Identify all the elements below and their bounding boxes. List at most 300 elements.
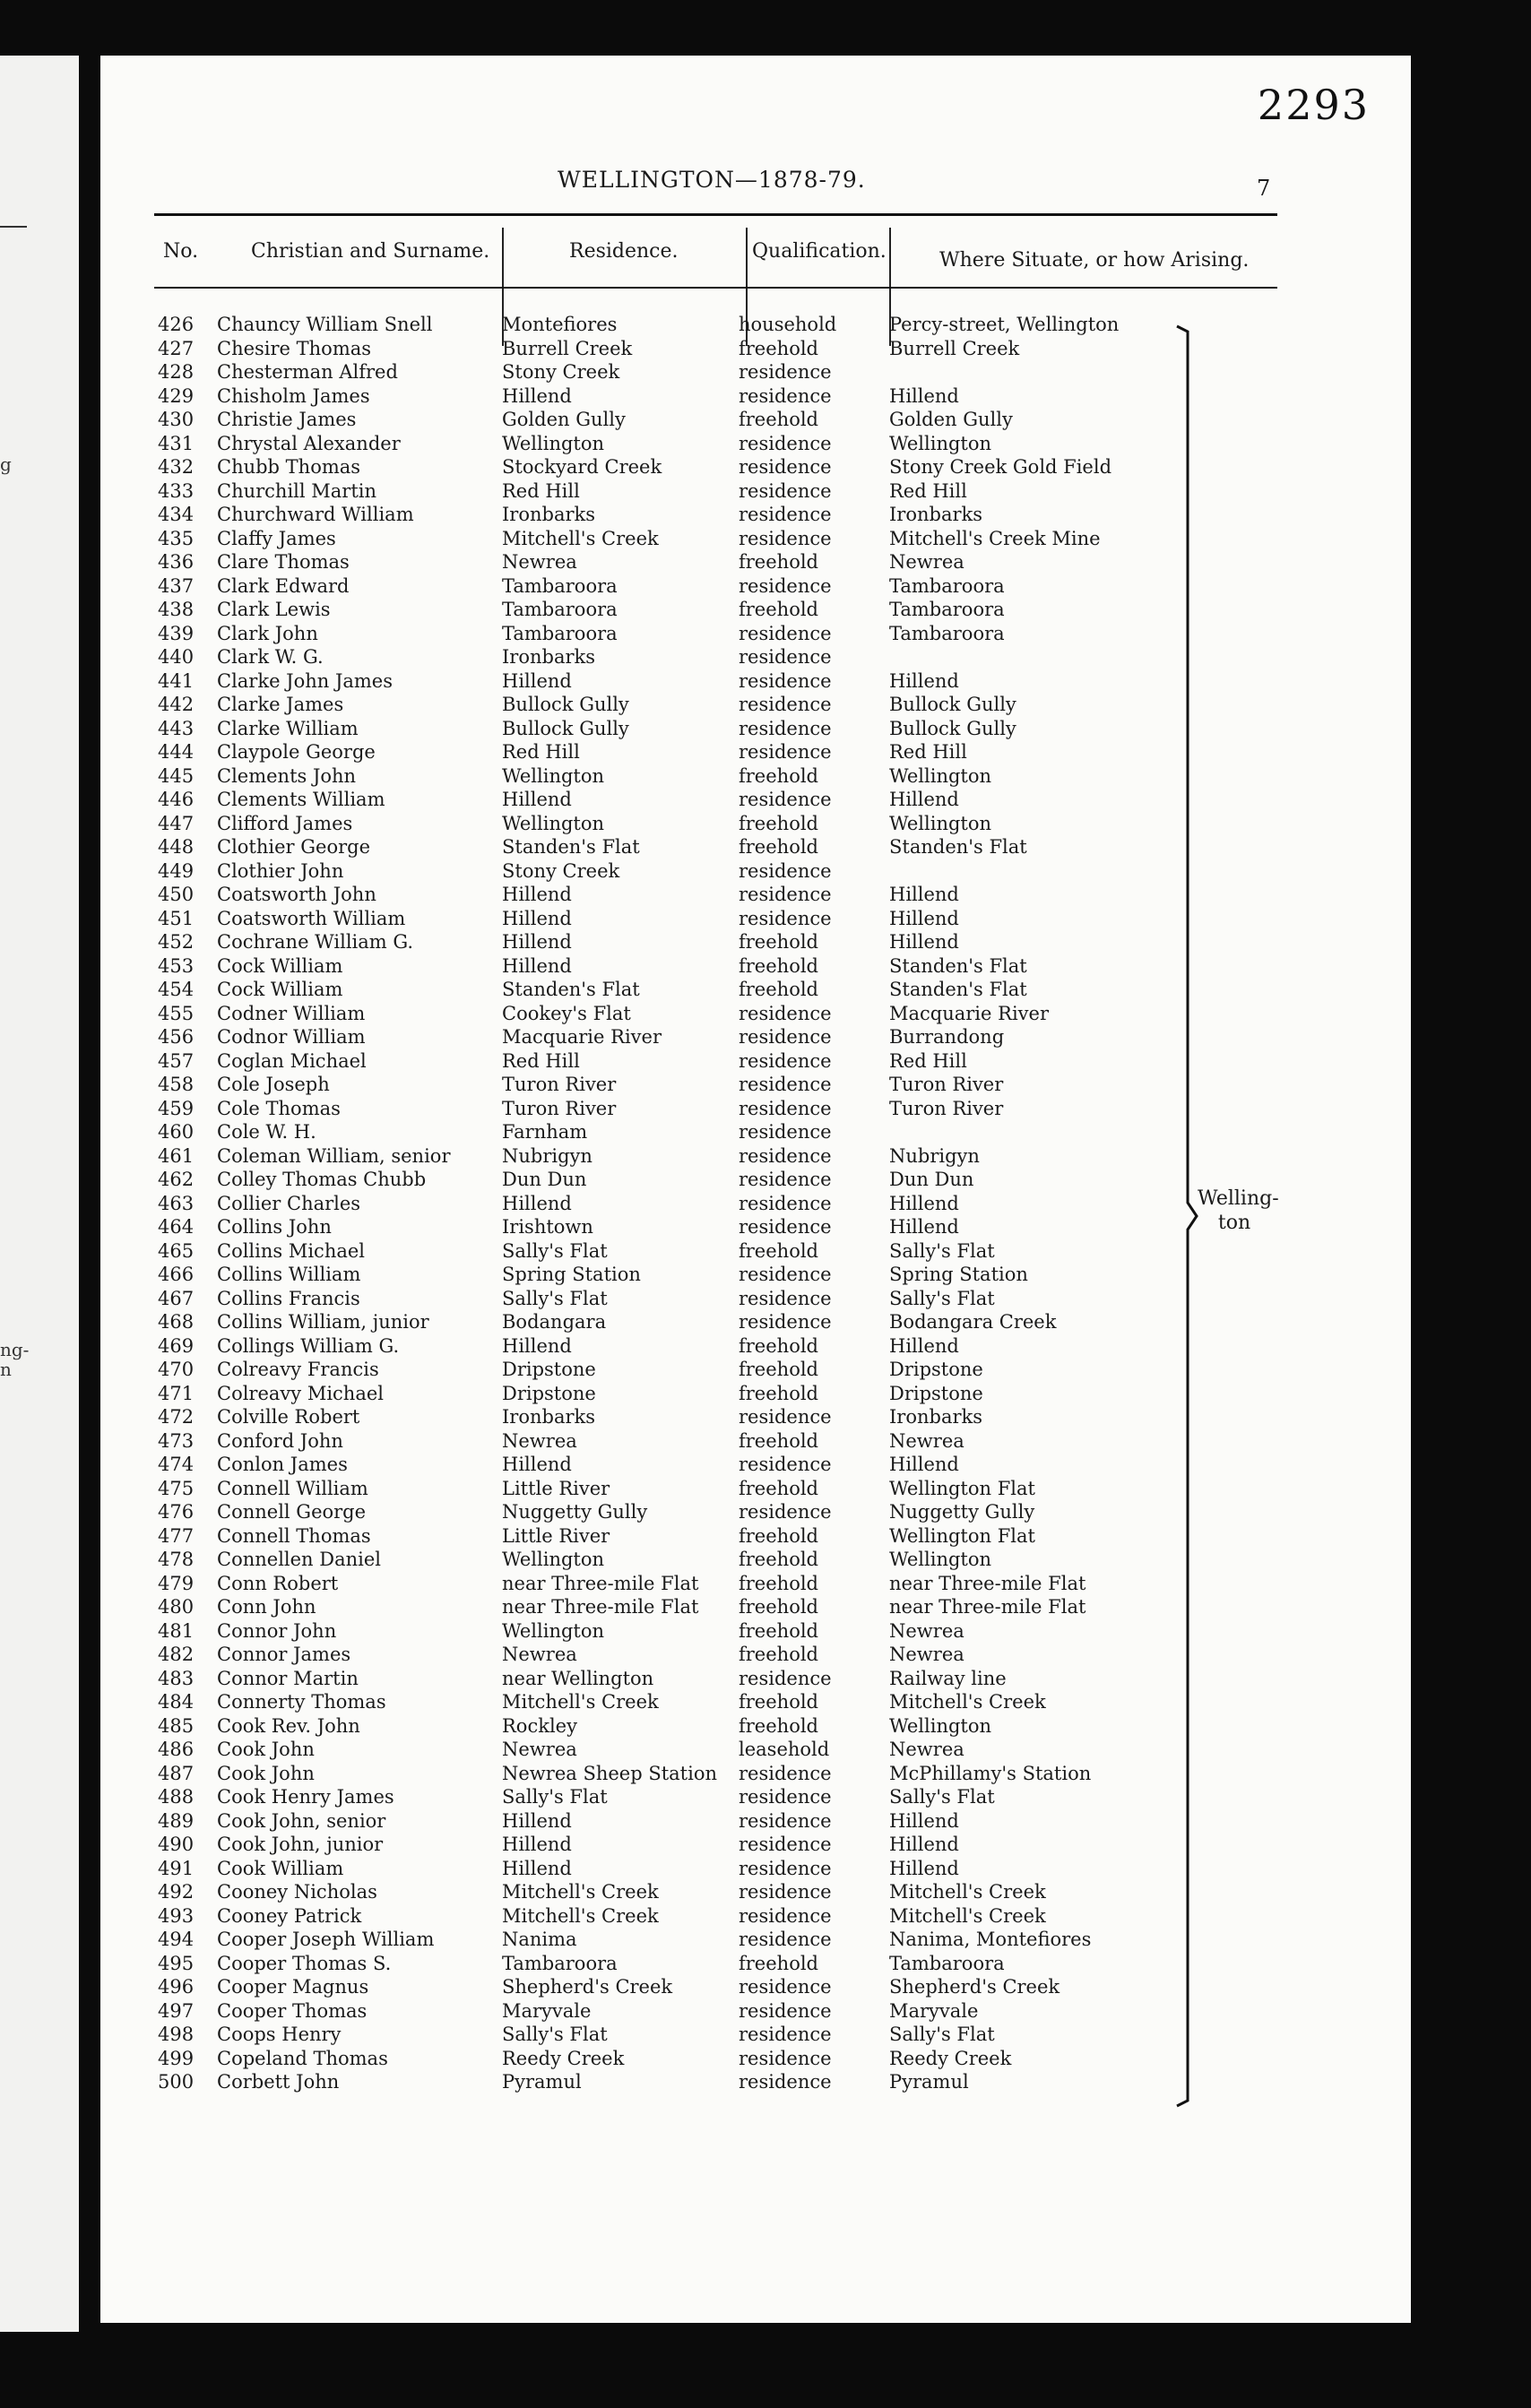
table-row xyxy=(100,1025,1411,1049)
elector-name: Collings William G. xyxy=(217,1334,400,1357)
elector-name: Coops Henry xyxy=(217,2024,342,2045)
elector-name: Connor Martin xyxy=(217,1667,359,1689)
elector-name: Churchill Martin xyxy=(217,479,377,502)
elector-name: Connellen Daniel xyxy=(217,1549,381,1570)
elector-residence: Turon River xyxy=(502,1097,617,1119)
elector-qualification: residence xyxy=(739,1287,832,1309)
property-location: Nuggetty Gully xyxy=(889,1501,1035,1523)
property-location: Hillend xyxy=(889,884,959,905)
elector-qualification: freehold xyxy=(739,812,818,834)
elector-number: 434 xyxy=(158,504,195,525)
elector-name: Cook William xyxy=(217,1857,344,1879)
elector-name: Collins John xyxy=(217,1216,332,1238)
elector-residence: Mitchell's Creek xyxy=(502,1691,659,1713)
table-row xyxy=(100,622,1411,646)
property-location: Hillend xyxy=(889,384,959,407)
elector-number: 432 xyxy=(158,456,195,478)
table-row xyxy=(100,1999,1411,2024)
elector-name: Cock William xyxy=(217,954,343,977)
elector-residence: Hillend xyxy=(502,789,572,810)
elector-residence: Hillend xyxy=(502,384,572,407)
property-location: Hillend xyxy=(889,1216,959,1238)
elector-number: 491 xyxy=(158,1857,195,1879)
elector-residence: Burrell Creek xyxy=(502,337,633,359)
property-location: Hillend xyxy=(889,1857,959,1879)
elector-residence: Hillend xyxy=(502,907,572,929)
table-row xyxy=(100,835,1411,859)
elector-residence: near Three-mile Flat xyxy=(502,1572,699,1594)
property-location: Red Hill xyxy=(889,741,967,763)
table-row xyxy=(100,1453,1411,1477)
elector-number: 452 xyxy=(158,931,195,953)
table-row xyxy=(100,883,1411,907)
property-location: Sally's Flat xyxy=(889,2024,995,2045)
elector-name: Collins William, junior xyxy=(217,1311,429,1333)
elector-qualification: residence xyxy=(739,1264,832,1285)
elector-qualification: freehold xyxy=(739,1691,818,1713)
column-header-qualification: Qualification. xyxy=(752,240,887,263)
elector-qualification: residence xyxy=(739,907,832,929)
elector-qualification: residence xyxy=(739,1026,832,1048)
elector-number: 429 xyxy=(158,384,195,407)
elector-qualification: residence xyxy=(739,361,832,383)
elector-name: Colreavy Francis xyxy=(217,1359,379,1380)
elector-name: Connell George xyxy=(217,1501,367,1523)
elector-qualification: freehold xyxy=(739,931,818,953)
elector-residence: Irishtown xyxy=(502,1216,593,1238)
elector-residence: Tambaroora xyxy=(502,574,618,597)
elector-name: Chauncy William Snell xyxy=(217,314,433,335)
property-location: Hillend xyxy=(889,1809,959,1832)
elector-residence: Newrea Sheep Station xyxy=(502,1762,717,1784)
elector-qualification: residence xyxy=(739,717,832,739)
table-row xyxy=(100,1334,1411,1359)
table-row xyxy=(100,645,1411,669)
elector-qualification: residence xyxy=(739,1216,832,1238)
elector-name: Cock William xyxy=(217,979,343,1000)
elector-name: Cook Henry James xyxy=(217,1786,394,1808)
elector-name: Christie James xyxy=(217,409,357,430)
elector-qualification: residence xyxy=(739,789,832,810)
elector-qualification: freehold xyxy=(739,954,818,977)
elector-qualification: freehold xyxy=(739,1429,818,1452)
elector-number: 442 xyxy=(158,694,195,715)
elector-residence: Dripstone xyxy=(502,1382,596,1404)
elector-residence: Farnham xyxy=(502,1121,588,1143)
property-location: Red Hill xyxy=(889,479,967,502)
elector-name: Cooney Patrick xyxy=(217,1904,362,1927)
table-row xyxy=(100,574,1411,599)
elector-qualification: residence xyxy=(739,2071,832,2093)
elector-number: 484 xyxy=(158,1691,195,1713)
property-location: Stony Creek Gold Field xyxy=(889,456,1112,478)
column-header-no: No. xyxy=(163,240,199,263)
facing-page-rule xyxy=(0,226,27,228)
elector-number: 454 xyxy=(158,979,195,1000)
elector-number: 438 xyxy=(158,599,195,620)
elector-name: Connor John xyxy=(217,1619,337,1642)
elector-name: Connor James xyxy=(217,1644,351,1665)
elector-number: 480 xyxy=(158,1596,195,1618)
elector-number: 426 xyxy=(158,314,195,335)
table-row xyxy=(100,2070,1411,2094)
elector-number: 431 xyxy=(158,432,195,454)
elector-residence: Stony Creek xyxy=(502,361,620,383)
elector-number: 477 xyxy=(158,1524,195,1547)
register-page xyxy=(100,56,1411,2323)
elector-residence: Sally's Flat xyxy=(502,2024,608,2045)
elector-number: 464 xyxy=(158,1216,195,1238)
elector-qualification: freehold xyxy=(739,764,818,787)
elector-residence: Mitchell's Creek xyxy=(502,1904,659,1927)
elector-number: 457 xyxy=(158,1049,195,1072)
elector-residence: Hillend xyxy=(502,1454,572,1475)
elector-residence: Little River xyxy=(502,1524,610,1547)
table-row xyxy=(100,1049,1411,1074)
elector-residence: Hillend xyxy=(502,1334,572,1357)
elector-qualification: residence xyxy=(739,1762,832,1784)
elector-number: 482 xyxy=(158,1644,195,1665)
elector-residence: Dun Dun xyxy=(502,1169,587,1190)
property-location: Hillend xyxy=(889,1334,959,1357)
property-location: Shepherd's Creek xyxy=(889,1976,1060,1998)
table-row xyxy=(100,1880,1411,1904)
elector-name: Connerty Thomas xyxy=(217,1691,386,1713)
table-row xyxy=(100,1477,1411,1501)
elector-residence: Red Hill xyxy=(502,741,580,763)
table-row xyxy=(100,313,1411,337)
elector-number: 471 xyxy=(158,1382,195,1404)
elector-residence: Wellington xyxy=(502,764,605,787)
elector-name: Cook Rev. John xyxy=(217,1714,360,1737)
property-location: Tambaroora xyxy=(889,1952,1005,1974)
elector-name: Coglan Michael xyxy=(217,1049,367,1072)
elector-name: Cooper Joseph William xyxy=(217,1929,435,1950)
facing-page-fragment: g xyxy=(0,453,12,475)
elector-residence: near Three-mile Flat xyxy=(502,1596,699,1618)
elector-qualification: residence xyxy=(739,527,832,549)
property-location: Wellington xyxy=(889,432,992,454)
property-location: Mitchell's Creek Mine xyxy=(889,527,1101,549)
property-location: Bullock Gully xyxy=(889,717,1016,739)
elector-number: 470 xyxy=(158,1359,195,1380)
elector-number: 488 xyxy=(158,1786,195,1808)
elector-name: Chesire Thomas xyxy=(217,337,372,359)
elector-number: 460 xyxy=(158,1121,195,1143)
property-location: Wellington xyxy=(889,1549,992,1570)
elector-qualification: residence xyxy=(739,1881,832,1903)
elector-number: 468 xyxy=(158,1311,195,1333)
elector-residence: Nuggetty Gully xyxy=(502,1501,648,1523)
table-row xyxy=(100,1405,1411,1429)
table-row xyxy=(100,503,1411,527)
elector-qualification: freehold xyxy=(739,1952,818,1974)
elector-residence: Bullock Gully xyxy=(502,717,629,739)
property-location: Dun Dun xyxy=(889,1169,974,1190)
division-label: Welling-ton xyxy=(1198,1187,1279,1234)
property-location: Sally's Flat xyxy=(889,1786,995,1808)
elector-number: 461 xyxy=(158,1144,195,1167)
page-number: 2293 xyxy=(1257,81,1370,129)
property-location: McPhillamy's Station xyxy=(889,1762,1092,1784)
table-row xyxy=(100,1500,1411,1524)
elector-residence: Hillend xyxy=(502,669,572,692)
table-row xyxy=(100,669,1411,694)
elector-qualification: household xyxy=(739,314,837,335)
elector-number: 459 xyxy=(158,1097,195,1119)
elector-qualification: freehold xyxy=(739,1239,818,1262)
table-row xyxy=(100,954,1411,979)
property-location: Red Hill xyxy=(889,1049,967,1072)
header-bottom-rule xyxy=(154,287,1277,289)
running-head: WELLINGTON—1878-79. xyxy=(558,167,866,193)
table-row xyxy=(100,598,1411,622)
table-row xyxy=(100,1762,1411,1786)
elector-name: Clifford James xyxy=(217,812,353,834)
elector-residence: Wellington xyxy=(502,1619,605,1642)
table-row xyxy=(100,1857,1411,1881)
elector-number: 465 xyxy=(158,1239,195,1262)
elector-name: Colley Thomas Chubb xyxy=(217,1169,427,1190)
elector-qualification: freehold xyxy=(739,1334,818,1357)
property-location: Standen's Flat xyxy=(889,836,1027,858)
property-location: Nubrigyn xyxy=(889,1144,980,1167)
elector-residence: Hillend xyxy=(502,1857,572,1879)
elector-residence: Maryvale xyxy=(502,1999,592,2022)
elector-number: 451 xyxy=(158,907,195,929)
elector-qualification: freehold xyxy=(739,1359,818,1380)
property-location: Hillend xyxy=(889,1192,959,1214)
elector-name: Clarke William xyxy=(217,717,359,739)
table-row xyxy=(100,1643,1411,1667)
elector-residence: Hillend xyxy=(502,1809,572,1832)
property-location: Golden Gully xyxy=(889,409,1013,430)
table-row xyxy=(100,1928,1411,1952)
elector-number: 439 xyxy=(158,622,195,644)
property-location: Mitchell's Creek xyxy=(889,1881,1046,1903)
elector-number: 453 xyxy=(158,954,195,977)
elector-number: 476 xyxy=(158,1501,195,1523)
elector-residence: Newrea xyxy=(502,551,577,573)
elector-qualification: residence xyxy=(739,859,832,882)
elector-name: Colreavy Michael xyxy=(217,1382,384,1404)
table-row xyxy=(100,2023,1411,2047)
elector-residence: Tambaroora xyxy=(502,1952,618,1974)
elector-name: Collins Francis xyxy=(217,1287,360,1309)
property-location: Hillend xyxy=(889,669,959,692)
elector-residence: Rockley xyxy=(502,1714,577,1737)
table-row xyxy=(100,384,1411,409)
elector-number: 485 xyxy=(158,1714,195,1737)
property-location: Bullock Gully xyxy=(889,694,1016,715)
property-location: Wellington xyxy=(889,764,992,787)
elector-qualification: residence xyxy=(739,1049,832,1072)
elector-name: Coatsworth William xyxy=(217,907,406,929)
column-header-where: Where Situate, or how Arising. xyxy=(939,249,1250,272)
leaf-number: 7 xyxy=(1257,176,1271,201)
elector-qualification: residence xyxy=(739,1999,832,2022)
elector-number: 478 xyxy=(158,1549,195,1570)
elector-qualification: residence xyxy=(739,1667,832,1689)
property-location: Reedy Creek xyxy=(889,2047,1012,2069)
table-row xyxy=(100,479,1411,504)
elector-residence: Hillend xyxy=(502,884,572,905)
elector-qualification: freehold xyxy=(739,1382,818,1404)
elector-residence: Hillend xyxy=(502,954,572,977)
elector-residence: Stockyard Creek xyxy=(502,456,662,478)
property-location: Mitchell's Creek xyxy=(889,1691,1046,1713)
property-location: Burrell Creek xyxy=(889,337,1020,359)
division-brace xyxy=(1173,324,1198,2108)
table-row xyxy=(100,1714,1411,1739)
elector-number: 463 xyxy=(158,1192,195,1214)
elector-name: Clark Edward xyxy=(217,574,350,597)
elector-qualification: freehold xyxy=(739,979,818,1000)
elector-number: 498 xyxy=(158,2024,195,2045)
elector-residence: Hillend xyxy=(502,1192,572,1214)
table-row xyxy=(100,1097,1411,1121)
elector-name: Clark W. G. xyxy=(217,646,324,668)
table-row xyxy=(100,1144,1411,1169)
property-location: Railway line xyxy=(889,1667,1007,1689)
table-row xyxy=(100,1595,1411,1619)
property-location: Newrea xyxy=(889,551,964,573)
elector-number: 443 xyxy=(158,717,195,739)
elector-number: 490 xyxy=(158,1834,195,1855)
table-row xyxy=(100,527,1411,551)
property-location: Pyramul xyxy=(889,2071,969,2093)
elector-number: 499 xyxy=(158,2047,195,2069)
elector-residence: Newrea xyxy=(502,1739,577,1760)
table-row xyxy=(100,2047,1411,2071)
property-location: Wellington xyxy=(889,812,992,834)
table-row xyxy=(100,1239,1411,1264)
elector-name: Cooper Thomas xyxy=(217,1999,368,2022)
table-row xyxy=(100,693,1411,717)
elector-number: 430 xyxy=(158,409,195,430)
property-location: Bodangara Creek xyxy=(889,1311,1057,1333)
elector-qualification: residence xyxy=(739,694,832,715)
elector-qualification: freehold xyxy=(739,1572,818,1594)
elector-name: Cook John xyxy=(217,1762,315,1784)
elector-residence: Newrea xyxy=(502,1429,577,1452)
elector-qualification: residence xyxy=(739,1406,832,1428)
elector-residence: Standen's Flat xyxy=(502,836,640,858)
elector-number: 487 xyxy=(158,1762,195,1784)
elector-qualification: residence xyxy=(739,1169,832,1190)
elector-name: Clare Thomas xyxy=(217,551,350,573)
elector-residence: near Wellington xyxy=(502,1667,654,1689)
elector-residence: Shepherd's Creek xyxy=(502,1976,673,1998)
elector-residence: Newrea xyxy=(502,1644,577,1665)
elector-qualification: residence xyxy=(739,884,832,905)
elector-residence: Bodangara xyxy=(502,1311,607,1333)
elector-name: Codner William xyxy=(217,1002,366,1024)
elector-qualification: residence xyxy=(739,432,832,454)
elector-number: 435 xyxy=(158,527,195,549)
elector-residence: Bullock Gully xyxy=(502,694,629,715)
table-row xyxy=(100,1809,1411,1834)
elector-number: 493 xyxy=(158,1904,195,1927)
elector-name: Clarke James xyxy=(217,694,344,715)
header-top-rule xyxy=(154,213,1277,216)
elector-name: Cooney Nicholas xyxy=(217,1881,377,1903)
property-location: Nanima, Montefiores xyxy=(889,1929,1092,1950)
elector-residence: Red Hill xyxy=(502,1049,580,1072)
elector-number: 445 xyxy=(158,764,195,787)
table-row xyxy=(100,1073,1411,1097)
elector-residence: Wellington xyxy=(502,432,605,454)
elector-residence: Sally's Flat xyxy=(502,1287,608,1309)
property-location: near Three-mile Flat xyxy=(889,1596,1086,1618)
property-location: Wellington Flat xyxy=(889,1477,1035,1499)
elector-name: Colville Robert xyxy=(217,1406,360,1428)
property-location: Percy-street, Wellington xyxy=(889,314,1120,335)
elector-number: 467 xyxy=(158,1287,195,1309)
elector-qualification: residence xyxy=(739,1857,832,1879)
elector-name: Cooper Thomas S. xyxy=(217,1952,392,1974)
elector-qualification: freehold xyxy=(739,1596,818,1618)
property-location: Newrea xyxy=(889,1619,964,1642)
elector-name: Claffy James xyxy=(217,527,336,549)
property-location: Hillend xyxy=(889,931,959,953)
elector-qualification: residence xyxy=(739,1074,832,1095)
table-row xyxy=(100,1287,1411,1311)
elector-name: Claypole George xyxy=(217,741,376,763)
elector-qualification: freehold xyxy=(739,836,818,858)
elector-residence: Dripstone xyxy=(502,1359,596,1380)
elector-qualification: freehold xyxy=(739,1619,818,1642)
property-location: Dripstone xyxy=(889,1382,983,1404)
table-row xyxy=(100,1002,1411,1026)
property-location: Hillend xyxy=(889,907,959,929)
elector-qualification: residence xyxy=(739,1809,832,1832)
elector-number: 466 xyxy=(158,1264,195,1285)
elector-number: 497 xyxy=(158,1999,195,2022)
elector-number: 500 xyxy=(158,2071,195,2093)
elector-qualification: residence xyxy=(739,1144,832,1167)
property-location: Hillend xyxy=(889,789,959,810)
elector-qualification: freehold xyxy=(739,1549,818,1570)
elector-number: 489 xyxy=(158,1809,195,1832)
elector-name: Cook John xyxy=(217,1739,315,1760)
property-location: Tambaroora xyxy=(889,622,1005,644)
table-row xyxy=(100,788,1411,812)
elector-qualification: residence xyxy=(739,646,832,668)
property-location: Tambaroora xyxy=(889,574,1005,597)
elector-residence: Hillend xyxy=(502,1834,572,1855)
elector-name: Coatsworth John xyxy=(217,884,376,905)
elector-name: Cochrane William G. xyxy=(217,931,414,953)
table-row xyxy=(100,859,1411,884)
elector-qualification: residence xyxy=(739,1904,832,1927)
elector-name: Chrystal Alexander xyxy=(217,432,401,454)
elector-residence: Nanima xyxy=(502,1929,577,1950)
elector-residence: Mitchell's Creek xyxy=(502,1881,659,1903)
table-row xyxy=(100,1667,1411,1691)
elector-name: Collins William xyxy=(217,1264,361,1285)
table-row xyxy=(100,1548,1411,1572)
elector-number: 486 xyxy=(158,1739,195,1760)
property-location: Maryvale xyxy=(889,1999,979,2022)
elector-residence: Reedy Creek xyxy=(502,2047,625,2069)
elector-residence: Stony Creek xyxy=(502,859,620,882)
property-location: Sally's Flat xyxy=(889,1239,995,1262)
table-row xyxy=(100,1904,1411,1929)
property-location: Ironbarks xyxy=(889,1406,983,1428)
elector-name: Collins Michael xyxy=(217,1239,366,1262)
elector-name: Chubb Thomas xyxy=(217,456,361,478)
